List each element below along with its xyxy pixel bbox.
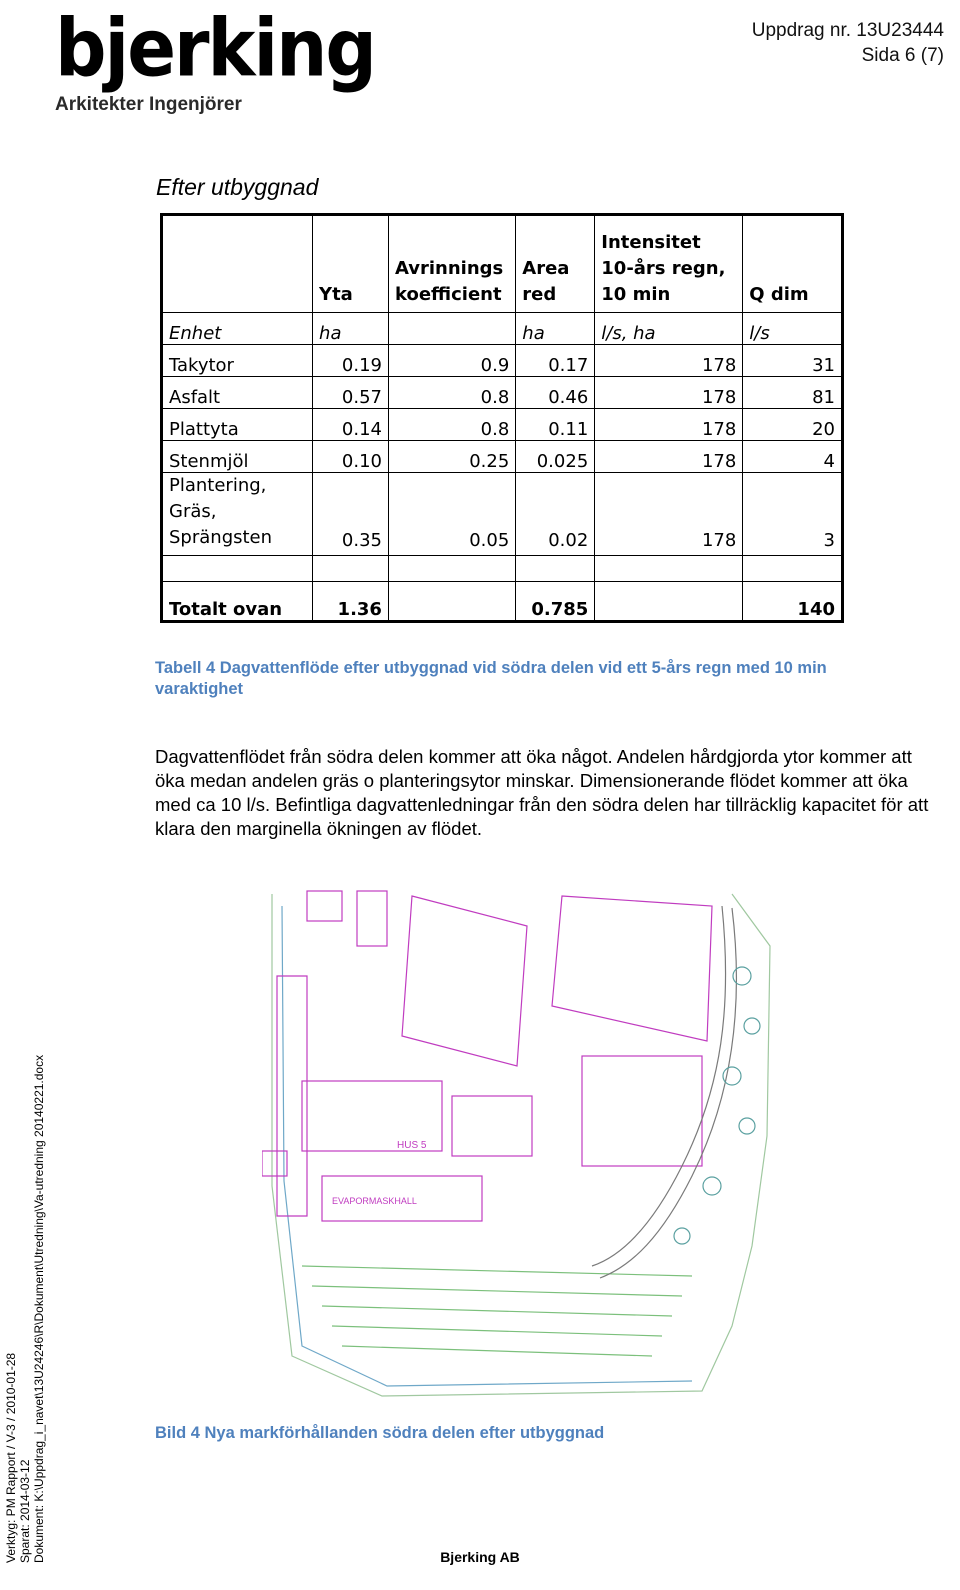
unit-cell: ha: [516, 313, 595, 345]
table-row: [162, 441, 843, 473]
table-total-row: [162, 582, 843, 622]
table-cell: 20: [743, 409, 843, 441]
unit-cell: Enhet: [162, 313, 313, 345]
road-edge: [282, 906, 692, 1386]
bjerking-logo: [55, 1, 375, 115]
parking-row: [332, 1326, 662, 1336]
total-cell: 0.785: [516, 582, 595, 622]
building-outline: [552, 896, 712, 1041]
page-header: [752, 18, 944, 68]
unit-cell: ha: [313, 313, 389, 345]
header-cell: Q dim: [743, 215, 843, 313]
table-cell: Asfalt: [162, 377, 313, 409]
curved-road: [592, 906, 726, 1266]
table-caption: Tabell 4 Dagvattenflöde efter utbyggnad vid södra delen vid ett 5-års regn med 10 min varaktighet: [155, 659, 827, 698]
table-spacer-row: [162, 556, 843, 582]
table-cell: 0.10: [313, 441, 389, 473]
page-number: Sida 6 (7): [861, 45, 944, 66]
table-cell: 0.17: [516, 345, 595, 377]
table-cell: 0.46: [516, 377, 595, 409]
unit-cell: [388, 313, 515, 345]
total-cell: 1.36: [313, 582, 389, 622]
table-cell: 0.57: [313, 377, 389, 409]
metadata-document: Dokument: K:\Uppdrag_i_navet\13U24246\R\Dokument\Utredning\Va-utredning 20140221.docx: [32, 1054, 46, 1563]
building-outline: [452, 1096, 532, 1156]
table-cell: 0.9: [388, 345, 515, 377]
section-title: Efter utbyggnad: [156, 174, 319, 200]
table-cell: 0.14: [313, 409, 389, 441]
site-plan-drawing: [262, 886, 772, 1398]
metadata-saved: Sparat: 2014-03-12: [18, 1459, 32, 1563]
tree-symbol: [674, 1228, 690, 1244]
table-row: [162, 345, 843, 377]
table-cell: 0.8: [388, 409, 515, 441]
building-label: EVAPORMASKHALL: [332, 1196, 417, 1206]
site-boundary: [272, 894, 770, 1396]
building-outline: [582, 1056, 702, 1166]
unit-cell: l/s: [743, 313, 843, 345]
parking-row: [302, 1266, 692, 1276]
table-cell: 178: [595, 377, 743, 409]
curved-road: [600, 908, 736, 1278]
table-cell: Takytor: [162, 345, 313, 377]
unit-cell: l/s, ha: [595, 313, 743, 345]
table-cell: 0.19: [313, 345, 389, 377]
header-cell: Intensitet 10-års regn, 10 min: [595, 215, 743, 313]
image-caption: Bild 4 Nya markförhållanden södra delen efter utbyggnad: [155, 1424, 605, 1442]
table-cell: 3: [743, 473, 843, 556]
table-cell: 31: [743, 345, 843, 377]
parking-row: [342, 1346, 652, 1356]
header-cell: Area red: [516, 215, 595, 313]
parking-row: [322, 1306, 672, 1316]
table-cell: Plattyta: [162, 409, 313, 441]
building-outline: [357, 891, 387, 946]
page-footer: Bjerking AB: [440, 1549, 520, 1565]
logo-wordmark: bjerking: [55, 1, 375, 95]
table-row: [162, 409, 843, 441]
table-cell: 178: [595, 441, 743, 473]
total-cell: [595, 582, 743, 622]
table-row: [162, 473, 843, 556]
table-row: [162, 377, 843, 409]
document-metadata: [4, 1023, 46, 1563]
table-cell: 0.05: [388, 473, 515, 556]
metadata-tool: Verktyg: PM Rapport / V-3 / 2010-01-28: [4, 1352, 18, 1563]
building-outline: [307, 891, 342, 921]
table-cell: Plantering, Gräs, Sprängsten: [162, 473, 313, 556]
table-cell: 178: [595, 473, 743, 556]
logo-tagline: Arkitekter Ingenjörer: [55, 94, 242, 115]
table-header-row: [162, 215, 843, 313]
table-cell: 178: [595, 345, 743, 377]
tree-symbol: [733, 967, 751, 985]
table-cell: 4: [743, 441, 843, 473]
total-cell: Totalt ovan: [162, 582, 313, 622]
table-cell: 178: [595, 409, 743, 441]
table-cell: 0.35: [313, 473, 389, 556]
tree-symbol: [744, 1018, 760, 1034]
tree-symbol: [723, 1067, 741, 1085]
table-cell: 0.11: [516, 409, 595, 441]
header-cell: Yta: [313, 215, 389, 313]
table-cell: 0.025: [516, 441, 595, 473]
table-unit-row: [162, 313, 843, 345]
table-cell: 0.02: [516, 473, 595, 556]
table-cell: Stenmjöl: [162, 441, 313, 473]
total-cell: 140: [743, 582, 843, 622]
assignment-number: Uppdrag nr. 13U23444: [751, 20, 944, 41]
header-cell: Avrinnings koefficient: [388, 215, 515, 313]
body-paragraph: Dagvattenflödet från södra delen kommer att öka något. Andelen hårdgjorda ytor kommer att öka medan andelen gräs o planteringsytor minskar. Dimensionerande flödet kommer att öka med ca 10 l/s. Befintliga dagvattenledningar från den södra delen har tillräcklig kapacitet för att klara den marginella ökningen av flödet.: [155, 746, 929, 839]
building-outline: [402, 896, 527, 1066]
header-cell: [162, 215, 313, 313]
building-label: HUS 5: [397, 1140, 427, 1151]
total-cell: [388, 582, 515, 622]
table-cell: 0.25: [388, 441, 515, 473]
table-cell: 0.8: [388, 377, 515, 409]
parking-row: [312, 1286, 682, 1296]
runoff-table: [160, 213, 844, 623]
side-margin: [0, 0, 48, 1590]
table-cell: 81: [743, 377, 843, 409]
tree-symbol: [703, 1177, 721, 1195]
tree-symbol: [739, 1118, 755, 1134]
